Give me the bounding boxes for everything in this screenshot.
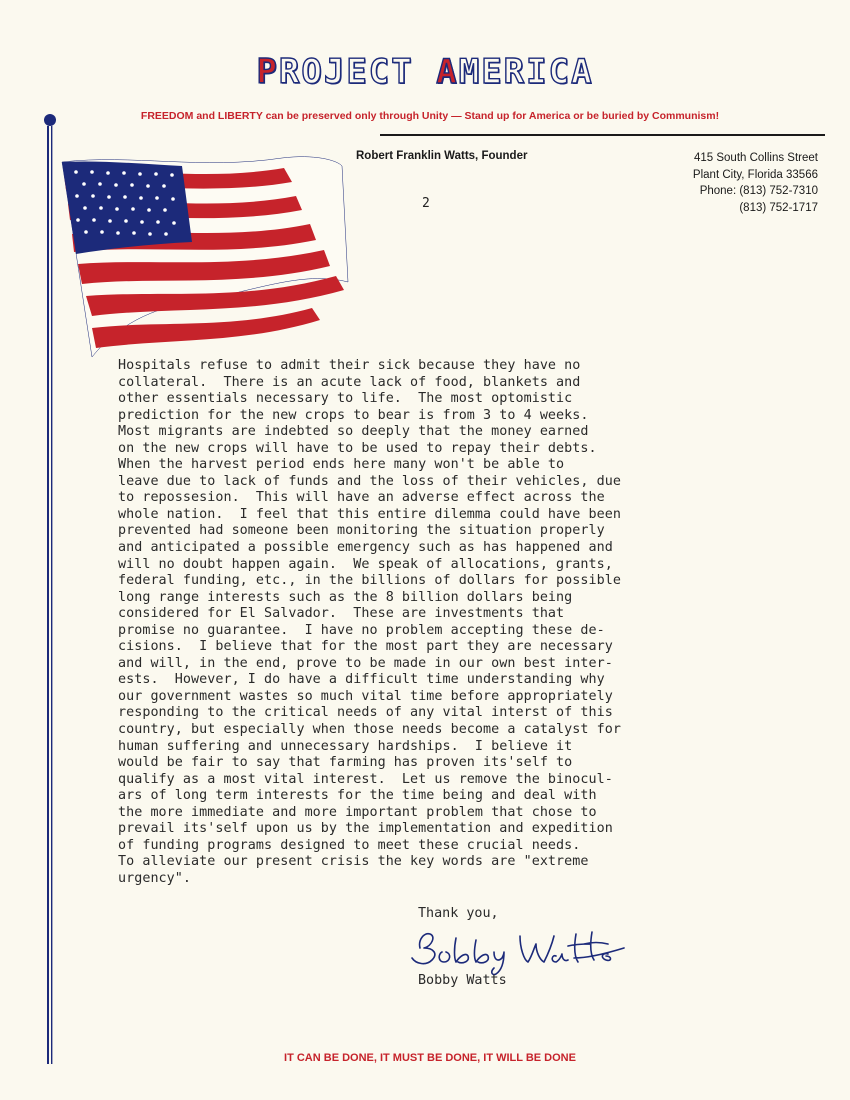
title-initial-a: A [436,52,459,92]
body-line: considered for El Salvador. These are investments that [118,606,565,622]
body-line: whole nation. I feel that this entire dilemma could have been [118,506,621,522]
body-line: the more immediate and more important problem that chose to [118,804,597,820]
body-line: qualify as a most vital interest. Let us remove the binocul- [118,771,613,787]
letterhead-slogan: FREEDOM and LIBERTY can be preserved only through Unity — Stand up for America or be buried by Communism! [140,110,720,122]
body-line: collateral. There is an acute lack of food, blankets and [118,374,581,390]
body-line: When the harvest period ends here many won't be able to [118,457,565,473]
body-line: Hospitals refuse to admit their sick because they have no [118,358,581,373]
address-line: Phone: (813) 752-7310 [699,185,818,197]
body-line: human suffering and unnecessary hardships. I believe it [118,738,573,754]
body-line: our government wastes so much vital time before appropriately [118,688,613,704]
letterhead-title [0,52,850,92]
body-line: would be fair to say that farming has proven its'self to [118,755,573,771]
body-line: prediction for the new crops to bear is from 3 to 4 weeks. [118,407,589,423]
body-line: cisions. I believe that for the most part they are necessary [118,639,613,655]
founder-line: Robert Franklin Watts, Founder [356,150,528,162]
body-line: country, but especially when those needs become a catalyst for [118,722,621,738]
body-line: prevented had someone been monitoring the situation properly [118,523,605,539]
title-rest-1: ROJECT [278,52,414,92]
body-line: leave due to lack of funds and the loss of their vehicles, due [118,473,621,489]
title-initial-p: P [256,52,279,92]
body-line: prevail its'self upon us by the implementation and expedition [118,821,613,837]
body-line: To alleviate our present crisis the key words are "extreme [118,854,589,870]
signer-name: Bobby Watts [418,973,507,988]
letterhead-footer: IT CAN BE DONE, IT MUST BE DONE, IT WILL BE DONE [284,1052,576,1064]
body-line: ars of long term interests for the time being and deal with [118,788,597,804]
body-line: other essentials necessary to life. The most optomistic [118,391,573,407]
closing-line: Thank you, [418,906,499,921]
body-line: responding to the critical needs of any vital interst of this [118,705,613,721]
page-number: 2 [422,196,430,211]
american-flag-image [52,152,352,364]
body-line: on the new crops will have to be used to repay their debts. [118,440,597,456]
body-line: federal funding, etc., in the billions of dollars for possible [118,573,621,589]
body-line: long range interests such as the 8 billion dollars being [118,589,573,605]
letter-body [118,358,758,888]
body-line: and will, in the end, prove to be made in our own best inter- [118,655,613,671]
body-line: promise no guarantee. I have no problem accepting these de- [118,622,605,638]
body-line: of funding programs designed to meet these crucial needs. [118,837,581,853]
header-divider [380,134,825,136]
address-line: 415 South Collins Street [693,152,818,164]
address-line: Plant City, Florida 33566 [692,168,818,181]
handwritten-signature [398,918,628,978]
body-line: will no doubt happen again. We speak of allocations, grants, [118,556,613,572]
body-line: Most migrants are indebted so deeply that the money earned [118,424,589,440]
title-rest-2: MERICA [458,52,594,92]
address-block [693,150,818,216]
body-line: to repossesion. This will have an adverse effect across the [118,490,605,506]
body-line: and anticipated a possible emergency such as has happened and [118,540,613,556]
body-line: urgency". [118,870,192,886]
address-line: (813) 752-1717 [739,201,818,214]
body-line: ests. However, I do have a difficult time understanding why [118,672,605,688]
